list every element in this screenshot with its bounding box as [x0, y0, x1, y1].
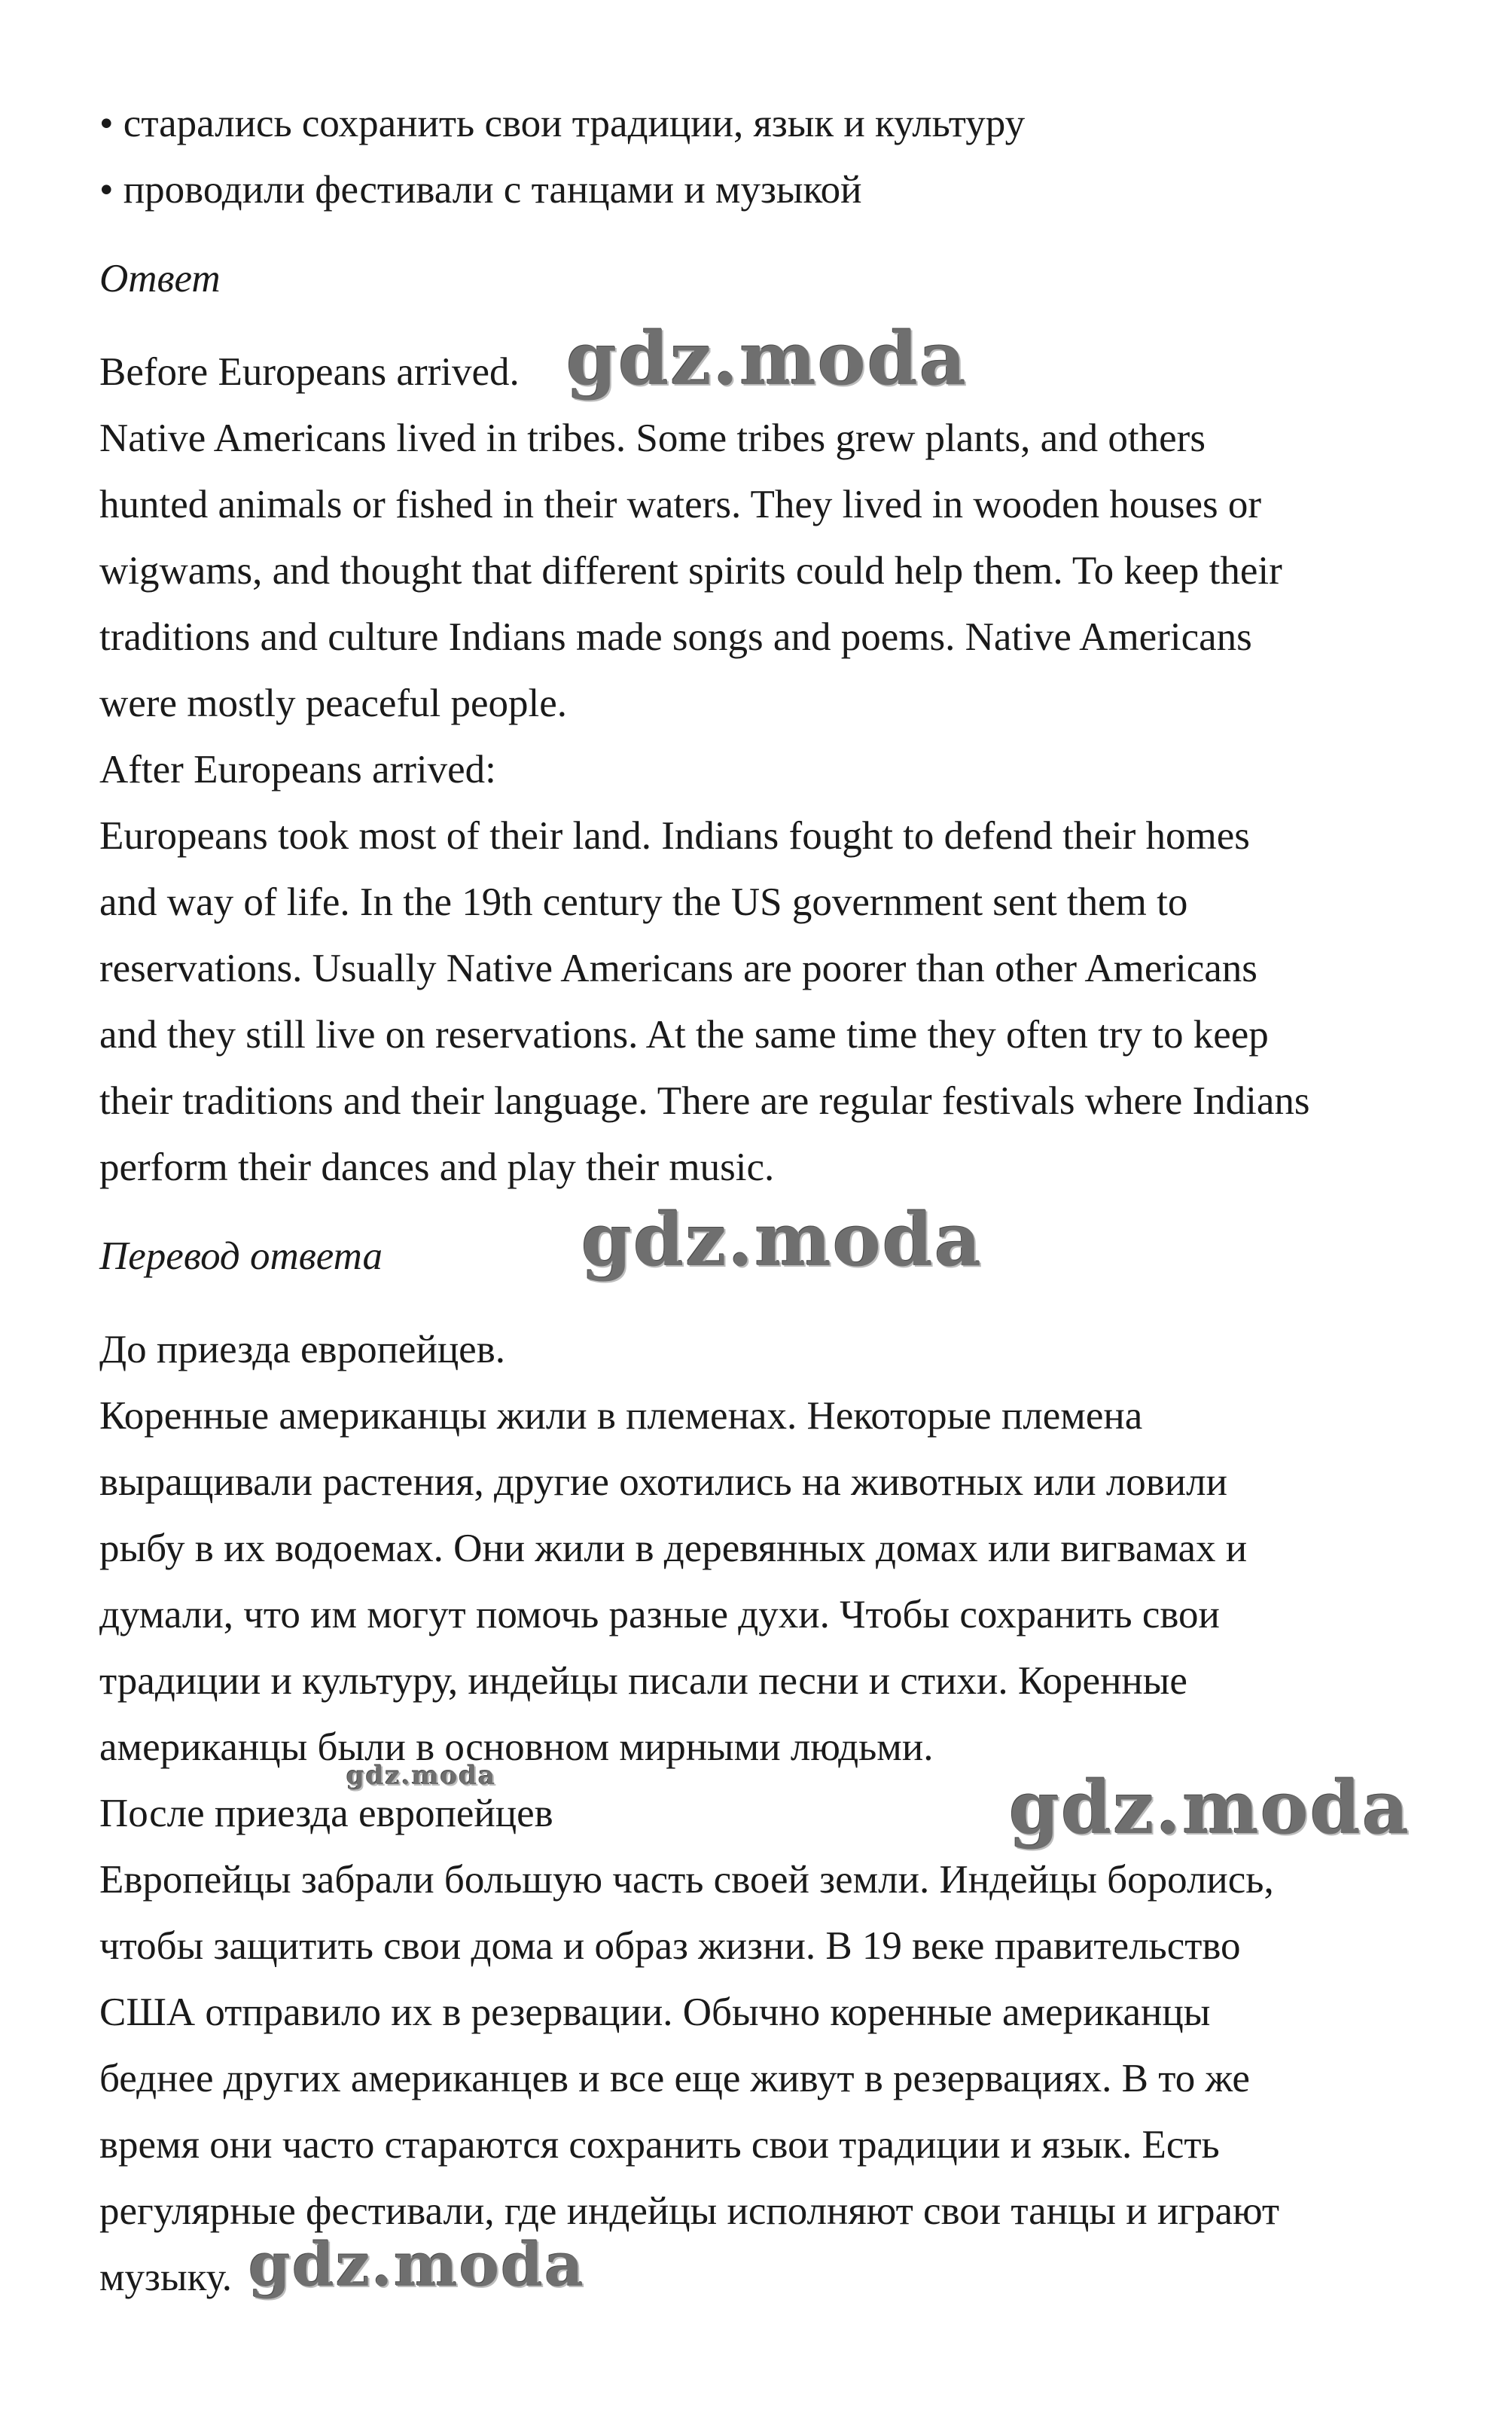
translation-line: До приезда европейцев.: [99, 1328, 505, 1371]
translation-line: регулярные фестивали, где индейцы исполняют свои танцы и играют: [99, 2189, 1280, 2233]
answer-line: their traditions and their language. There are regular festivals where Indians: [99, 1079, 1310, 1123]
watermark-logo: gdz.moda: [248, 2229, 585, 2300]
translation-line: выращивали растения, другие охотились на животных или ловили: [99, 1460, 1227, 1504]
answer-line: After Europeans arrived:: [99, 748, 496, 792]
bullet-item: • старались сохранить свои традиции, язык и культуру: [99, 102, 1026, 145]
answer-line: traditions and culture Indians made songs and poems. Native Americans: [99, 615, 1252, 659]
translation-line: Коренные американцы жили в племенах. Некоторые племена: [99, 1394, 1143, 1438]
answer-line: and they still live on reservations. At the same time they often try to keep: [99, 1013, 1269, 1057]
translation-line: После приезда европейцев: [99, 1792, 553, 1835]
answer-line: were mostly peaceful people.: [99, 682, 568, 725]
translation-line: США отправило их в резервации. Обычно коренные американцы: [99, 1990, 1211, 2034]
translation-line: Европейцы забрали большую часть своей земли. Индейцы боролись,: [99, 1858, 1274, 1902]
translation-line: думали, что им могут помочь разные духи. Чтобы сохранить свои: [99, 1593, 1220, 1636]
translation-line: чтобы защитить свои дома и образ жизни. В 19 веке правительство: [99, 1924, 1241, 1968]
answer-line: Before Europeans arrived.: [99, 350, 520, 394]
answer-line: Europeans took most of their land. Indians fought to defend their homes: [99, 814, 1250, 858]
answer-line: and way of life. In the 19th century the US government sent them to: [99, 880, 1188, 924]
translation-line: беднее других американцев и все еще живут в резервациях. В то же: [99, 2057, 1250, 2100]
answer-line: hunted animals or fished in their waters. They lived in wooden houses or: [99, 483, 1262, 526]
answer-line: reservations. Usually Native Americans are poorer than other Americans: [99, 947, 1257, 990]
answer-line: Native Americans lived in tribes. Some tribes grew plants, and others: [99, 416, 1206, 460]
watermark-logo: gdz.moda: [1009, 1765, 1411, 1850]
translation-line: традиции и культуру, индейцы писали песни и стихи. Коренные: [99, 1659, 1187, 1703]
translation-heading: Перевод ответа: [99, 1234, 383, 1278]
answer-line: wigwams, and thought that different spirits could help them. To keep their: [99, 549, 1282, 593]
answer-heading: Ответ: [99, 257, 221, 300]
translation-line: музыку.: [99, 2256, 233, 2299]
translation-line: американцы были в основном мирными людьми.: [99, 1725, 934, 1769]
watermark-logo-small: gdz.moda: [346, 1761, 497, 1791]
watermark-logo: gdz.moda: [581, 1197, 983, 1283]
translation-line: рыбу в их водоемах. Они жили в деревянных домах или вигвамах и: [99, 1527, 1248, 1570]
translation-line: время они часто стараются сохранить свои традиции и язык. Есть: [99, 2123, 1220, 2167]
answer-line: perform their dances and play their music.: [99, 1145, 775, 1189]
watermark-logo: gdz.moda: [566, 316, 968, 401]
bullet-item: • проводили фестивали с танцами и музыкой: [99, 168, 862, 212]
